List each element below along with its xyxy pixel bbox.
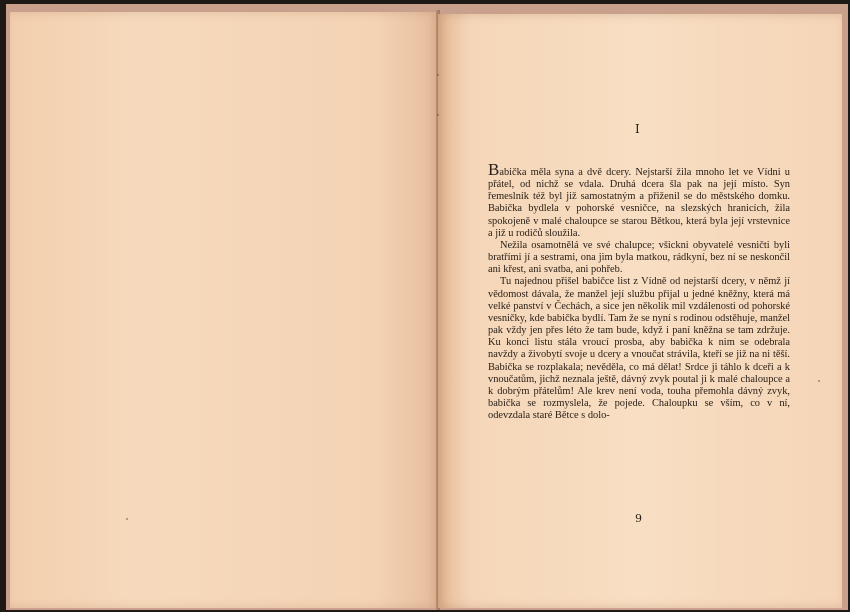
paper-speck bbox=[437, 74, 439, 76]
left-page bbox=[10, 12, 438, 608]
paper-speck bbox=[818, 380, 820, 382]
page-number: 9 bbox=[635, 512, 642, 525]
paper-speck bbox=[437, 114, 439, 116]
paragraph-2: Nežila osamotnělá ve své chalupce; všickni obyvatelé vesničti byli bratřími jí a sestrami, ona jim byla matkou, rádkyní, bez ní se neskončil ani křest, ani svatba, ani pohřeb. bbox=[488, 239, 790, 276]
chapter-text bbox=[488, 160, 790, 422]
chapter-number: I bbox=[635, 122, 640, 136]
paragraph-1-text: abička měla syna a dvě dcery. Nejstarší žila mnoho let ve Vídni u přátel, od nichž se vdala. Druhá dcera šla pak na její místo. Syn řemeslník též byl již samostatným a přiženil se do městského domku. Babička bydlela v pohorské vesničce, na slezských hranicích, žila spokojeně v malé chaloupce se starou Bětkou, která byla její vrstevnice a již u rodičů sloužila. bbox=[488, 167, 790, 239]
paragraph-1 bbox=[488, 160, 790, 240]
paragraph-3: Tu najednou přišel babičce list z Vídně od nejstarší dcery, v němž jí vědomost dávala, že manžel její službu přijal u jedné kněžny, která má velké panství v Čechách, a sice jen několik mil vzdálenosti od pohorské vesničky, kde babička bydlí. Tam že se nyní s rodinou odstěhuje, manžel pak vždy jen přes léto že tam bude, když i paní kněžna se tam zdržuje. Ku konci listu stála vroucí prosba, aby babička k nim se odebrala navždy a živobytí svoje u dcery a vnoučat strávila, kteří se již na ni těší. Babička se rozplakala; nevěděla, co má dělat! Srdce ji táhlo k dceři a k vnoučatům, jichž neznala ještě, dávný zvyk poutal ji k malé chaloupce a k dobrým přátelům! Ale krev není voda, touha přemohla dávný zvyk, babička se rozmyslela, že pojede. Chaloupku se vším, co v ní, odevzdala staré Bětce s dolo- bbox=[488, 276, 790, 422]
paper-speck bbox=[126, 518, 128, 520]
drop-cap: B bbox=[488, 160, 500, 179]
